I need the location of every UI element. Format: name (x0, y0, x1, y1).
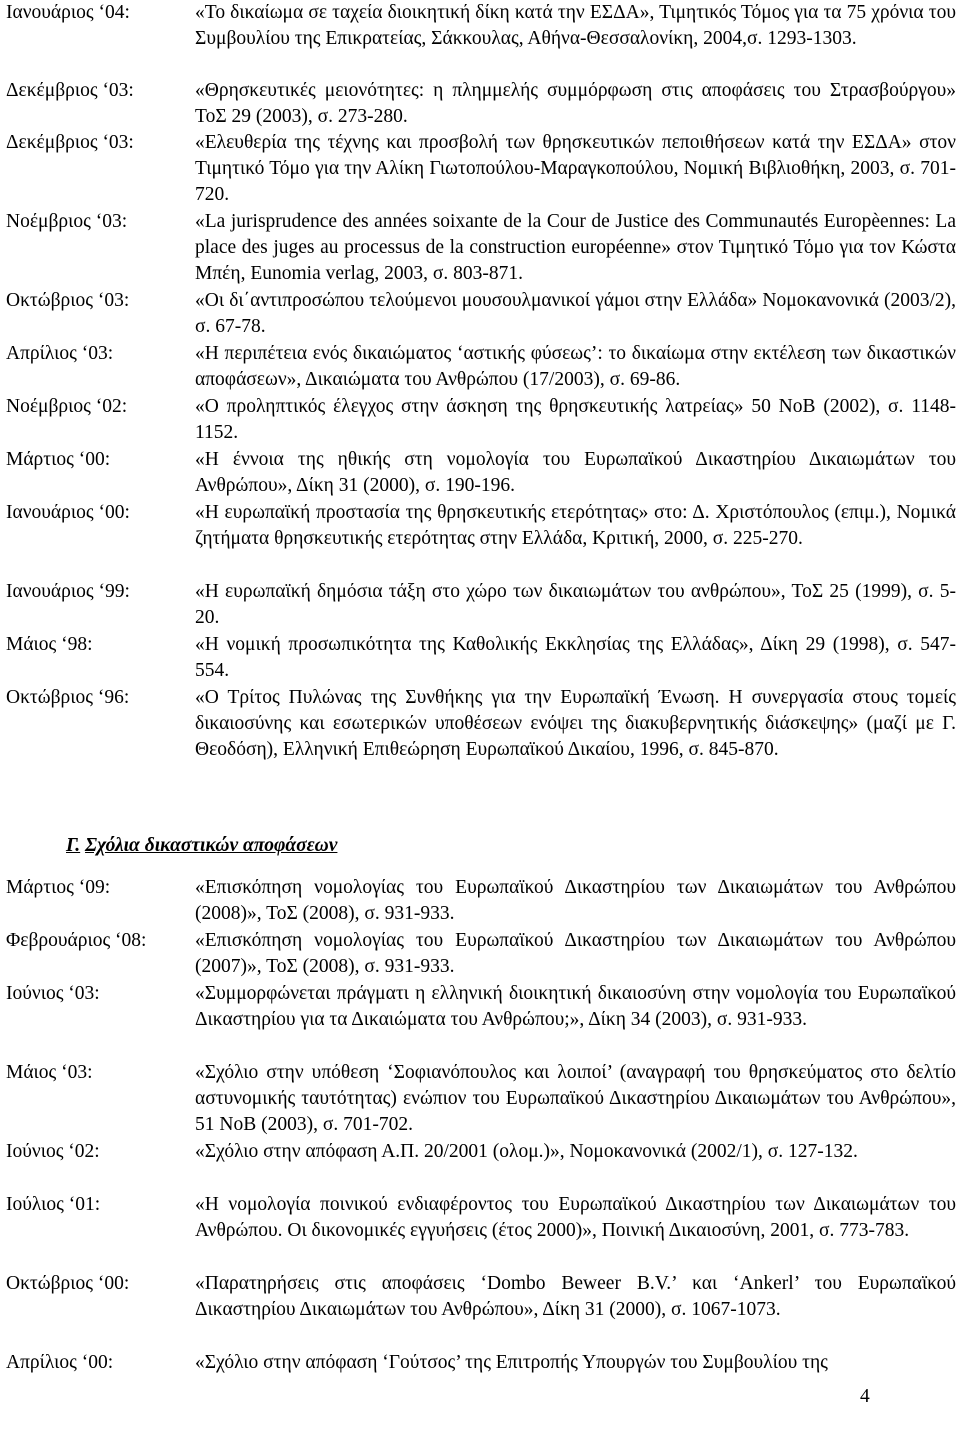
entry-date: Μάρτιος ‘09: (6, 877, 111, 898)
entry-date: Ιούνιος ‘02: (6, 1141, 100, 1162)
section-heading (66, 833, 337, 859)
entry-date: Ιούλιος ‘01: (6, 1194, 101, 1215)
entry-text: «Το δικαίωμα σε ταχεία διοικητική δίκη κατά την ΕΣΔΑ», Τιμητικός Τόμος για τα 75 χρόνια του Συμβουλίου της Επικρατείας, Σάκκουλας, Αθήνα-Θεσσαλονίκη, 2004,σ. 1293-1303. (195, 2, 956, 49)
entry-date: Οκτώβριος ‘03: (6, 290, 130, 311)
entry-text: «Η νομολογία ποινικού ενδιαφέροντος του Ευρωπαϊκού Δικαστηρίου των Δικαιωμάτων του Ανθρώπου. Οι δικονομικές εγγυήσεις (έτος 2000)», Ποινική Δικαιοσύνη, 2001, σ. 773-783. (195, 1194, 956, 1241)
entry-date: Νοέμβριος ‘03: (6, 211, 128, 232)
entry-text: «Συμμορφώνεται πράγματι η ελληνική διοικητική δικαιοσύνη στην νομολογία του Ευρωπαϊκού Δικαστηρίου για τα Δικαιώματα του Ανθρώπου;», Δίκη 34 (2003), σ. 931-933. (195, 983, 956, 1030)
entry-date: Μάιος ‘98: (6, 634, 93, 655)
entry-text: «La jurisprudence des années soixante de la Cour de Justice des Communautés Europèennes: La place des juges au processus de la construction européenne» στον Τιμητικό Τόμο για τον Κώστα Μπέη, Eunomia verlag, 2003, σ. 803-871. (195, 211, 956, 284)
entry-text: «Η ευρωπαϊκή δημόσια τάξη στο χώρο των δικαιωμάτων του ανθρώπου», ΤοΣ 25 (1999), σ. 5-20. (195, 581, 956, 628)
entry-date: Δεκέμβριος ‘03: (6, 80, 134, 101)
entry-text: «Ο προληπτικός έλεγχος στην άσκηση της θρησκευτικής λατρείας» 50 ΝοΒ (2002), σ. 1148-1152. (195, 396, 956, 443)
entry-text: «Επισκόπηση νομολογίας του Ευρωπαϊκού Δικαστηρίου των Δικαιωμάτων του Ανθρώπου (2007)», ΤοΣ (2008), σ. 931-933. (195, 930, 956, 977)
entry-text: «Θρησκευτικές μειονότητες: η πλημμελής συμμόρφωση στις αποφάσεις του Στρασβούργου» ΤοΣ 29 (2003), σ. 273-280. (195, 80, 956, 127)
entry-text: «Ο Τρίτος Πυλώνας της Συνθήκης για την Ευρωπαϊκή Ένωση. Η συνεργασία στους τομείς δικαιοσύνης και εσωτερικών υποθέσεων ενόψει της διακυβερνητικής διάσκεψης» (μαζί με Γ. Θεοδόση), Ελληνική Επιθεώρηση Ευρωπαϊκού Δικαίου, 1996, σ. 845-870. (195, 687, 956, 760)
entry-date: Οκτώβριος ‘96: (6, 687, 130, 708)
entry-text: «Σχόλιο στην απόφαση ‘Γούτσος’ της Επιτροπής Υπουργών του Συμβουλίου της (195, 1352, 828, 1373)
entry-date: Ιανουάριος ‘00: (6, 502, 130, 523)
entry-date: Οκτώβριος ‘00: (6, 1273, 130, 1294)
entry-text: «Η περιπέτεια ενός δικαιώματος ‘αστικής φύσεως’: το δικαίωμα στην εκτέλεση των δικαστικών αποφάσεων», Δικαιώματα του Ανθρώπου (17/2003), σ. 69-86. (195, 343, 956, 390)
entry-date: Μάρτιος ‘00: (6, 449, 111, 470)
entry-date: Ιούνιος ‘03: (6, 983, 100, 1004)
entry-text: «Σχόλιο στην απόφαση Α.Π. 20/2001 (ολομ.)», Νομοκανονικά (2002/1), σ. 127-132. (195, 1141, 858, 1162)
entry-date: Απρίλιος ‘00: (6, 1352, 114, 1373)
entry-text: «Παρατηρήσεις στις αποφάσεις ‘Dombo Beweer B.V.’ και ‘Ankerl’ του Ευρωπαϊκού Δικαστηρίου Δικαιωμάτων του Ανθρώπου», Δίκη 31 (2000), σ. 1067-1073. (195, 1273, 956, 1320)
entry-date: Φεβρουάριος ‘08: (6, 930, 147, 951)
entry-date: Απρίλιος ‘03: (6, 343, 114, 364)
section-title: Σχόλια δικαστικών αποφάσεων (85, 835, 338, 856)
entry-date: Ιανουάριος ‘99: (6, 581, 130, 602)
section-letter: Γ. (66, 835, 81, 856)
entry-text: «Η έννοια της ηθικής στη νομολογία του Ευρωπαϊκού Δικαστηρίου Δικαιωμάτων του Ανθρώπου», Δίκη 31 (2000), σ. 190-196. (195, 449, 956, 496)
entry-date: Μάιος ‘03: (6, 1062, 93, 1083)
entry-date: Ιανουάριος ‘04: (6, 2, 130, 23)
entry-text: «Ελευθερία της τέχνης και προσβολή των θρησκευτικών πεποιθήσεων κατά την ΕΣΔΑ» στον Τιμητικό Τόμο για την Αλίκη Γιωτοπούλου-Μαραγκοπούλου, Νομική Βιβλιοθήκη, 2003, σ. 701-720. (195, 132, 956, 205)
entry-text: «Η ευρωπαϊκή προστασία της θρησκευτικής ετερότητας» στο: Δ. Χριστόπουλος (επιμ.), Νομικά ζητήματα θρησκευτικής ετερότητας στην Ελλάδα, Κριτική, 2000, σ. 225-270. (195, 502, 956, 549)
entry-text: «Οι δι΄αντιπροσώπου τελούμενοι μουσουλμανικοί γάμοι στην Ελλάδα» Νομοκανονικά (2003/2), σ. 67-78. (195, 290, 956, 337)
entry-date: Δεκέμβριος ‘03: (6, 132, 134, 153)
entry-text: «Σχόλιο στην υπόθεση ‘Σοφιανόπουλος και λοιποί’ (αναγραφή του θρησκεύματος στο δελτίο αστυνομικής ταυτότητας) ενώπιον του Ευρωπαϊκού Δικαστηρίου Δικαιωμάτων του Ανθρώπου», 51 ΝοΒ (2003), σ. 701-702. (195, 1062, 956, 1135)
entry-date: Νοέμβριος ‘02: (6, 396, 128, 417)
entry-text: «Η νομική προσωπικότητα της Καθολικής Εκκλησίας της Ελλάδας», Δίκη 29 (1998), σ. 547-554. (195, 634, 956, 681)
page-number: 4 (860, 1386, 870, 1407)
entry-text: «Επισκόπηση νομολογίας του Ευρωπαϊκού Δικαστηρίου των Δικαιωμάτων του Ανθρώπου (2008)», ΤοΣ (2008), σ. 931-933. (195, 877, 956, 924)
